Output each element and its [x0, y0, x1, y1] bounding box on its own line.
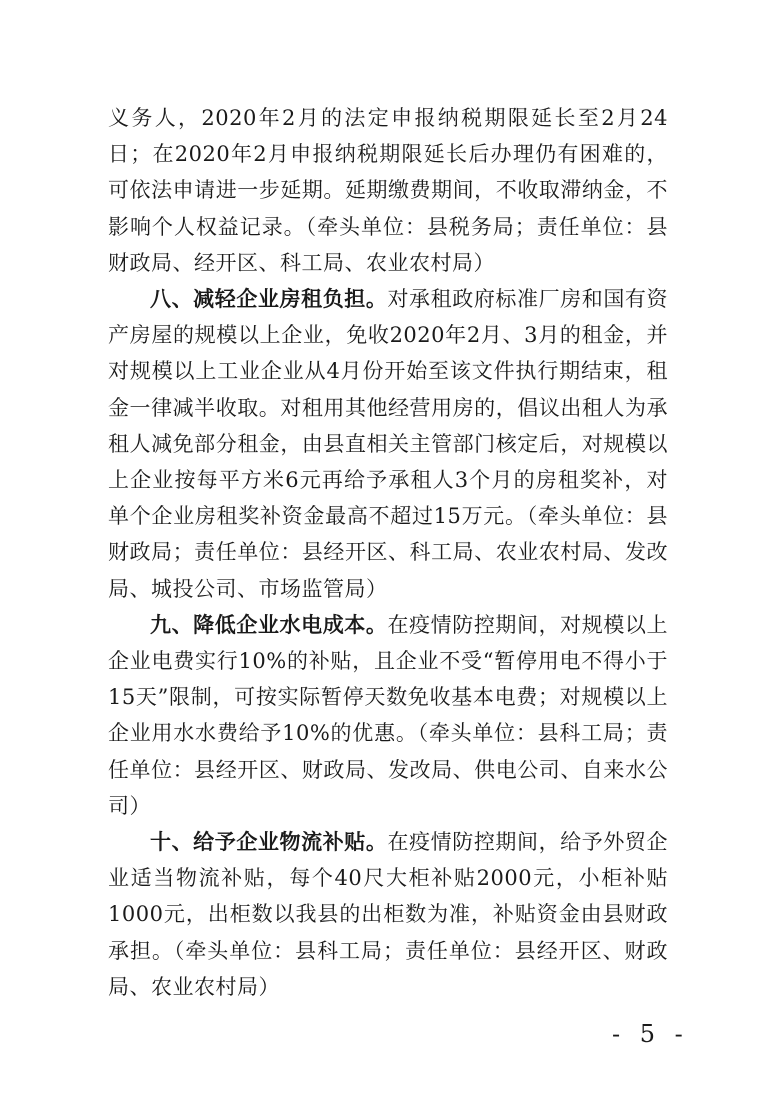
section-heading-nine: 九、降低企业水电成本。: [150, 612, 388, 637]
paragraph-logistics-subsidy: [108, 824, 668, 1005]
page-number: - 5 -: [612, 1020, 689, 1048]
paragraph-text: 在疫情防控期间，给予外贸企业适当物流补贴，每个40尺大柜补贴2000元，小柜补贴1000元，出柜数以我县的出柜数为准，补贴资金由县财政承担。（牵头单位：县科工局；责任单位：县经开区、财政局、农业农村局）: [108, 830, 669, 999]
paragraph-text: 对承租政府标准厂房和国有资产房屋的规模以上企业，免收2020年2月、3月的租金，并对规模以上工业企业从4月份开始至该文件执行期结束，租金一律减半收取。对租用其他经营用房的，倡议出租人为承租人减免部分租金，由县直相关主管部门核定后，对规模以上企业按每平方米6元再给予承租人3个月的房租奖补，对单个企业房租奖补资金最高不超过15万元。（牵头单位：县财政局；责任单位：县经开区、科工局、农业农村局、发改局、城投公司、市场监管局）: [108, 287, 669, 601]
paragraph-continuation: [108, 100, 668, 281]
paragraph-text: 在疫情防控期间，对规模以上企业电费实行10%的补贴，且企业不受“暂停用电不得小于15天”限制，可按实际暂停天数免收基本电费；对规模以上企业用水水费给予10%的优惠。（牵头单位：县科工局；责任单位：县经开区、财政局、发改局、供电公司、自来水公司）: [108, 612, 669, 818]
document-body: [108, 100, 668, 1005]
paragraph-utility-cost: [108, 607, 668, 824]
section-heading-eight: 八、减轻企业房租负担。: [150, 287, 388, 312]
paragraph-rent-relief: [108, 281, 668, 607]
paragraph-text: 义务人，2020年2月的法定申报纳税期限延长至2月24日；在2020年2月申报纳税期限延长后办理仍有困难的，可依法申请进一步延期。延期缴费期间，不收取滞纳金，不影响个人权益记录。（牵头单位：县税务局；责任单位：县财政局、经开区、科工局、农业农村局）: [108, 106, 668, 275]
section-heading-ten: 十、给予企业物流补贴。: [150, 830, 388, 855]
